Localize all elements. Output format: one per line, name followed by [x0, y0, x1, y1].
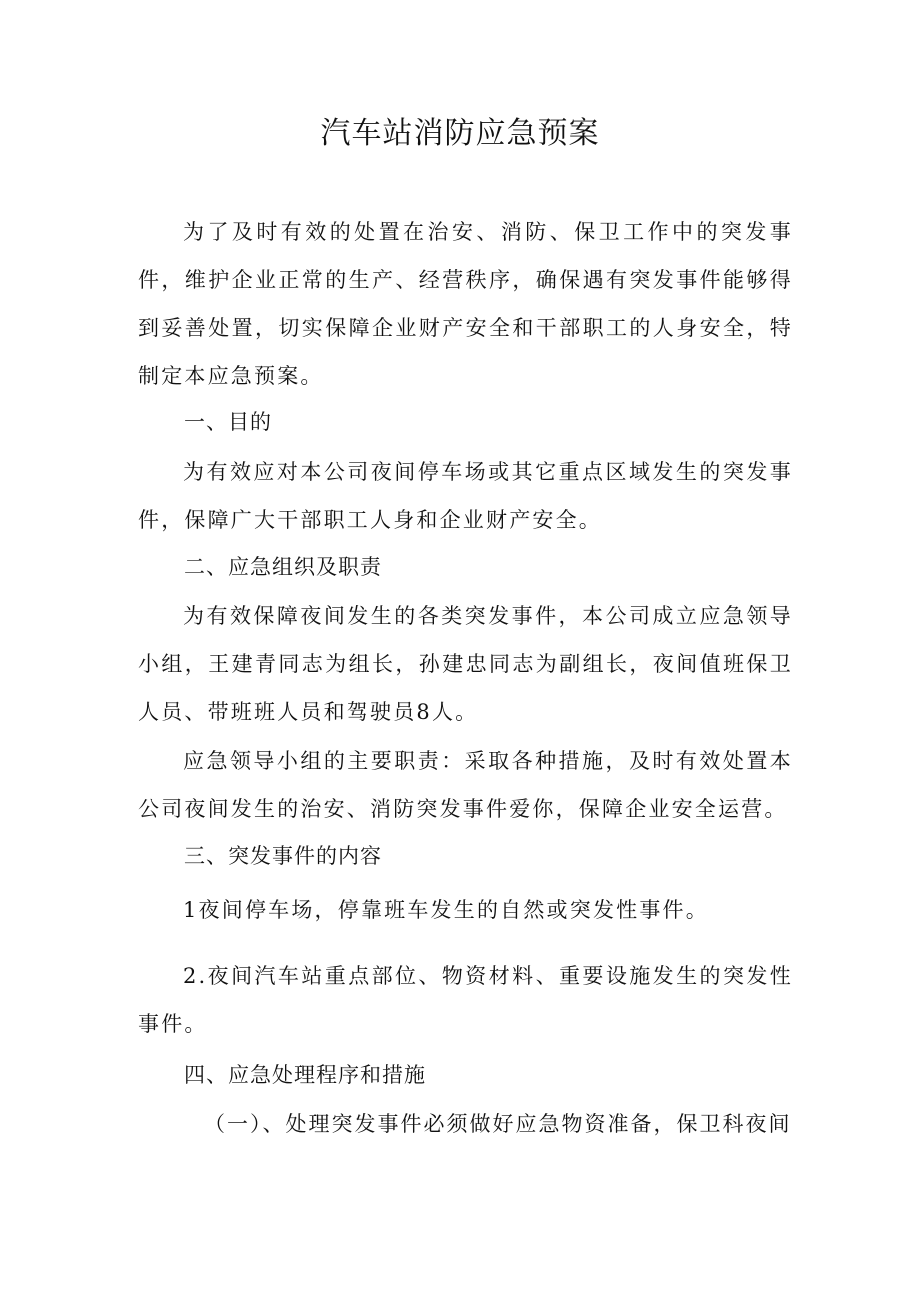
- section-heading-procedures: 四、应急处理程序和措施: [184, 1063, 426, 1087]
- responsibility-paragraph: 应急领导小组的主要职责：采取各种措施，及时有效处置本公司夜间发生的治安、消防突发事件爱你，保障企业安全运营。: [138, 749, 793, 821]
- purpose-paragraph: 为有效应对本公司夜间停车场或其它重点区域发生的突发事件，保障广大干部职工人身和企业财产安全。: [138, 460, 793, 532]
- procedure-paragraph-1: （一）、处理突发事件必须做好应急物资准备，保卫科夜间: [204, 1112, 792, 1136]
- organization-paragraph: 为有效保障夜间发生的各类突发事件，本公司成立应急领导小组，王建青同志为组长，孙建忠同志为副组长，夜间值班保卫人员、带班班人员和驾驶员8人。: [138, 604, 793, 724]
- section-heading-incidents: 三、突发事件的内容: [184, 844, 382, 868]
- intro-paragraph: 为了及时有效的处置在治安、消防、保卫工作中的突发事件，维护企业正常的生产、经营秩序，确保遇有突发事件能够得到妥善处置，切实保障企业财产安全和干部职工的人身安全，特制定本应急预案。: [138, 220, 793, 388]
- incident-item-2: 2.夜间汽车站重点部位、物资材料、重要设施发生的突发性事件。: [138, 964, 793, 1036]
- section-heading-purpose: 一、目的: [184, 410, 272, 434]
- document-title: 汽车站消防应急预案: [320, 116, 600, 151]
- section-heading-organization: 二、应急组织及职责: [184, 555, 382, 579]
- incident-item-1: 1夜间停车场，停靠班车发生的自然或突发性事件。: [183, 898, 709, 922]
